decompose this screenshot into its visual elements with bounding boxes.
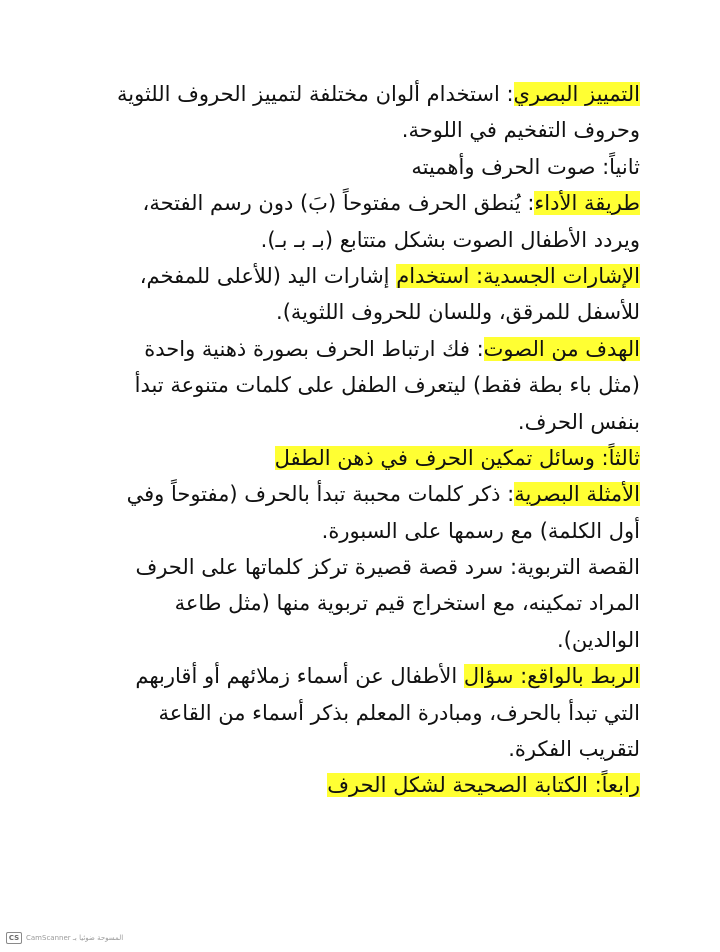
line-text: التي تبدأ بالحرف، ومبادرة المعلم بذكر أسماء من القاعة xyxy=(158,700,640,725)
line-text: بنفس الحرف. xyxy=(517,409,640,434)
highlighted-term: الأمثلة البصرية xyxy=(514,482,640,507)
highlighted-term: التمييز البصري xyxy=(513,82,640,106)
highlighted-term: طريقة الأداء xyxy=(534,191,640,216)
line-text: : استخدام ألوان مختلفة لتمييز الحروف اللثوية xyxy=(117,82,514,106)
line-text: إشارات اليد (للأعلى للمفخم، xyxy=(139,263,397,288)
line-text: ثانياً: صوت الحرف وأهميته xyxy=(411,154,640,179)
watermark-label: CamScanner المسوحة ضوئيا بـ xyxy=(26,934,124,942)
camscanner-logo-icon: CS xyxy=(6,932,22,944)
line-text: الوالدين). xyxy=(556,627,640,652)
text-line xyxy=(80,622,640,658)
highlighted-heading: رابعاً: الكتابة الصحيحة لشكل الحرف xyxy=(327,773,640,798)
text-line xyxy=(80,731,640,767)
line-text: : يُنطق الحرف مفتوحاً (بَ) دون رسم الفتحة، xyxy=(142,191,535,216)
section-heading xyxy=(80,440,640,476)
line-text: (مثل باء بطة فقط) ليتعرف الطفل على كلمات متنوعة تبدأ xyxy=(134,373,640,398)
text-line xyxy=(80,112,640,148)
text-line xyxy=(80,76,640,112)
highlighted-heading: ثالثاً: وسائل تمكين الحرف في ذهن الطفل xyxy=(274,445,640,470)
line-text: القصة التربوية: سرد قصة قصيرة تركز كلماتها على الحرف xyxy=(135,555,640,580)
text-line xyxy=(80,476,640,512)
line-text: : فك ارتباط الحرف بصورة ذهنية واحدة xyxy=(144,336,484,361)
text-line xyxy=(80,585,640,621)
text-line xyxy=(80,367,640,403)
line-text: للأسفل للمرقق، وللسان للحروف اللثوية). xyxy=(276,300,640,325)
text-line xyxy=(80,549,640,585)
text-line xyxy=(80,294,640,330)
line-text: لتقريب الفكرة. xyxy=(508,737,640,762)
line-text: أول الكلمة) مع رسمها على السبورة. xyxy=(321,518,640,543)
highlighted-term: الهدف من الصوت xyxy=(483,336,640,361)
text-line xyxy=(80,695,640,731)
text-line xyxy=(80,658,640,694)
line-text: المراد تمكينه، مع استخراج قيم تربوية منها (مثل طاعة xyxy=(174,591,640,616)
text-line xyxy=(80,258,640,294)
highlighted-term: الربط بالواقع: سؤال xyxy=(463,664,640,689)
line-text: : ذكر كلمات محببة تبدأ بالحرف (مفتوحاً وفي xyxy=(126,482,515,507)
document-body xyxy=(80,76,640,804)
text-line xyxy=(80,222,640,258)
text-line xyxy=(80,149,640,185)
text-line xyxy=(80,513,640,549)
text-line xyxy=(80,404,640,440)
section-heading xyxy=(80,767,640,803)
text-line xyxy=(80,185,640,221)
scanner-watermark xyxy=(6,932,123,944)
text-line xyxy=(80,331,640,367)
line-text: ويردد الأطفال الصوت بشكل متتابع (بـ بـ بـ). xyxy=(260,227,640,252)
line-text: وحروف التفخيم في اللوحة. xyxy=(401,118,640,143)
line-text: الأطفال عن أسماء زملائهم أو أقاربهم xyxy=(135,664,464,689)
highlighted-term: الإشارات الجسدية: استخدام xyxy=(396,263,640,288)
